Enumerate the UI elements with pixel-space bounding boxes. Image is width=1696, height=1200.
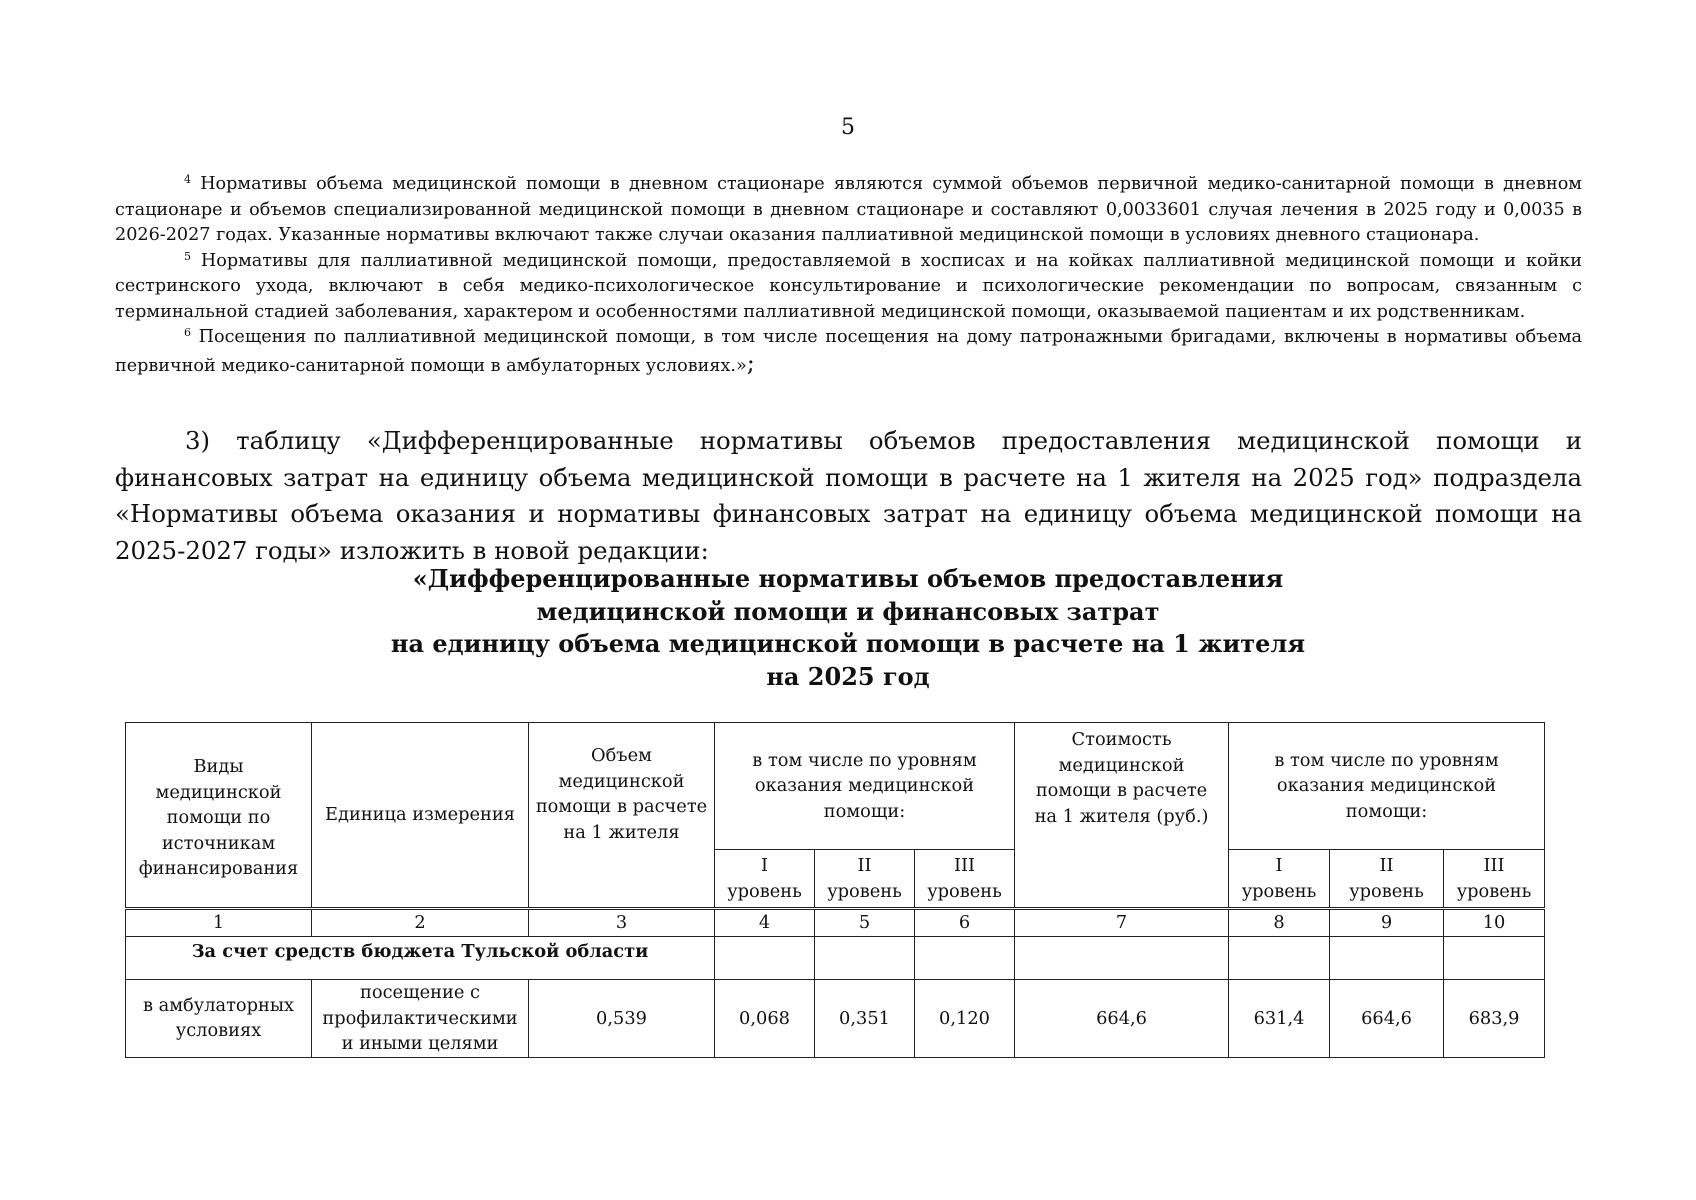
heading-line-2: медицинской помощи и финансовых затрат [536,596,1160,626]
row-type: в амбулаторных условиях [126,980,312,1058]
column-number: 3 [529,909,715,937]
amendment-paragraph: 3) таблицу «Дифференцированные нормативы объемов предоставления медицинской помощи и финансовых затрат на единицу объема медицинской помощи в расчете на 1 жителя на 2025 год» подраздела «Нормативы объема оказания и нормативы финансовых затрат на единицу объема медицинской помощи на 2025-2027 годы» изложить в новой редакции: [115,426,1582,565]
section-title: За счет средств бюджета Тульской области [126,937,715,980]
row-volume-level-1: 0,068 [715,980,815,1058]
row-cost-level-3: 683,9 [1444,980,1545,1058]
heading-line-3: на единицу объема медицинской помощи в расчете на 1 жителя [390,629,1306,658]
column-number: 1 [126,909,312,937]
header-cost: Стоимость медицинской помощи в расчете на 1 жителя (руб.) [1015,723,1229,909]
column-number: 6 [915,909,1015,937]
footnote-5 [115,249,1582,326]
row-cost-level-1: 631,4 [1229,980,1330,1058]
column-number: 4 [715,909,815,937]
column-number: 2 [312,909,529,937]
row-cost: 664,6 [1015,980,1229,1058]
footnote-tail: ; [746,348,755,377]
footnote-marker: 6 [184,326,191,339]
header-cost-level-1: I уровень [1229,850,1330,909]
empty-cell [715,937,815,980]
header-unit: Единица измерения [312,723,529,909]
empty-cell [1444,937,1545,980]
row-cost-level-2: 664,6 [1330,980,1444,1058]
header-level-1: I уровень [715,850,815,909]
row-volume-level-2: 0,351 [815,980,915,1058]
header-level-2: II уровень [815,850,915,909]
section-row [126,937,1545,980]
footnote-text: Нормативы объема медицинской помощи в дневном стационаре являются суммой объемов первичной медико-санитарной помощи в дневном стационаре и объемов специализированной медицинской помощи в дневном стационаре и составляют 0,0033601 случая лечения в 2025 году и 0,0035 в 2026-2027 годах. Указанные нормативы включают также случаи оказания паллиативной медицинской помощи в условиях дневного стационара. [115,174,1582,245]
empty-cell [1229,937,1330,980]
footnote-text: Нормативы для паллиативной медицинской помощи, предоставляемой в хосписах и на койках паллиативной медицинской помощи и койки сестринского ухода, включают в себя медико-психологическое консультирование и психологические рекомендации по вопросам, связанным с терминальной стадией заболевания, характером и особенностями паллиативной медицинской помощи, оказываемой пациентам и их родственникам. [115,250,1582,322]
footnote-4 [115,172,1582,249]
header-types: Виды медицинской помощи по источникам финансирования [126,723,312,909]
column-number: 8 [1229,909,1330,937]
row-volume: 0,539 [529,980,715,1058]
footnote-6 [115,325,1582,379]
empty-cell [1015,937,1229,980]
header-volume-levels: в том числе по уровням оказания медицинской помощи: [715,723,1015,850]
norms-table [125,722,1545,1058]
column-number: 9 [1330,909,1444,937]
heading-line-4: на 2025 год [766,661,930,691]
footnote-marker: 4 [184,173,191,186]
header-level-3: III уровень [915,850,1015,909]
empty-cell [915,937,1015,980]
header-cost-level-3: III уровень [1444,850,1545,909]
table-heading [0,563,1696,693]
empty-cell [815,937,915,980]
page-number: 5 [841,115,855,140]
footnote-text: Посещения по паллиативной медицинской помощи, в том числе посещения на дому патронажными бригадами, включены в нормативы объема первичной медико-санитарной помощи в амбулаторных условиях.» [115,327,1583,376]
header-volume: Объем медицинской помощи в расчете на 1 жителя [529,723,715,909]
header-cost-levels: в том числе по уровням оказания медицинской помощи: [1229,723,1545,850]
column-numbers-row [126,909,1545,937]
footnote-marker: 5 [184,249,191,263]
column-number: 5 [815,909,915,937]
empty-cell [1330,937,1444,980]
table-row [126,980,1545,1058]
heading-line-1: «Дифференцированные нормативы объемов предоставления [412,564,1284,593]
column-number: 10 [1444,909,1545,937]
row-unit: посещение с профилактическими и иными целями [312,980,529,1058]
footnotes [115,172,1582,379]
header-cost-level-2: II уровень [1330,850,1444,909]
column-number: 7 [1015,909,1229,937]
row-volume-level-3: 0,120 [915,980,1015,1058]
